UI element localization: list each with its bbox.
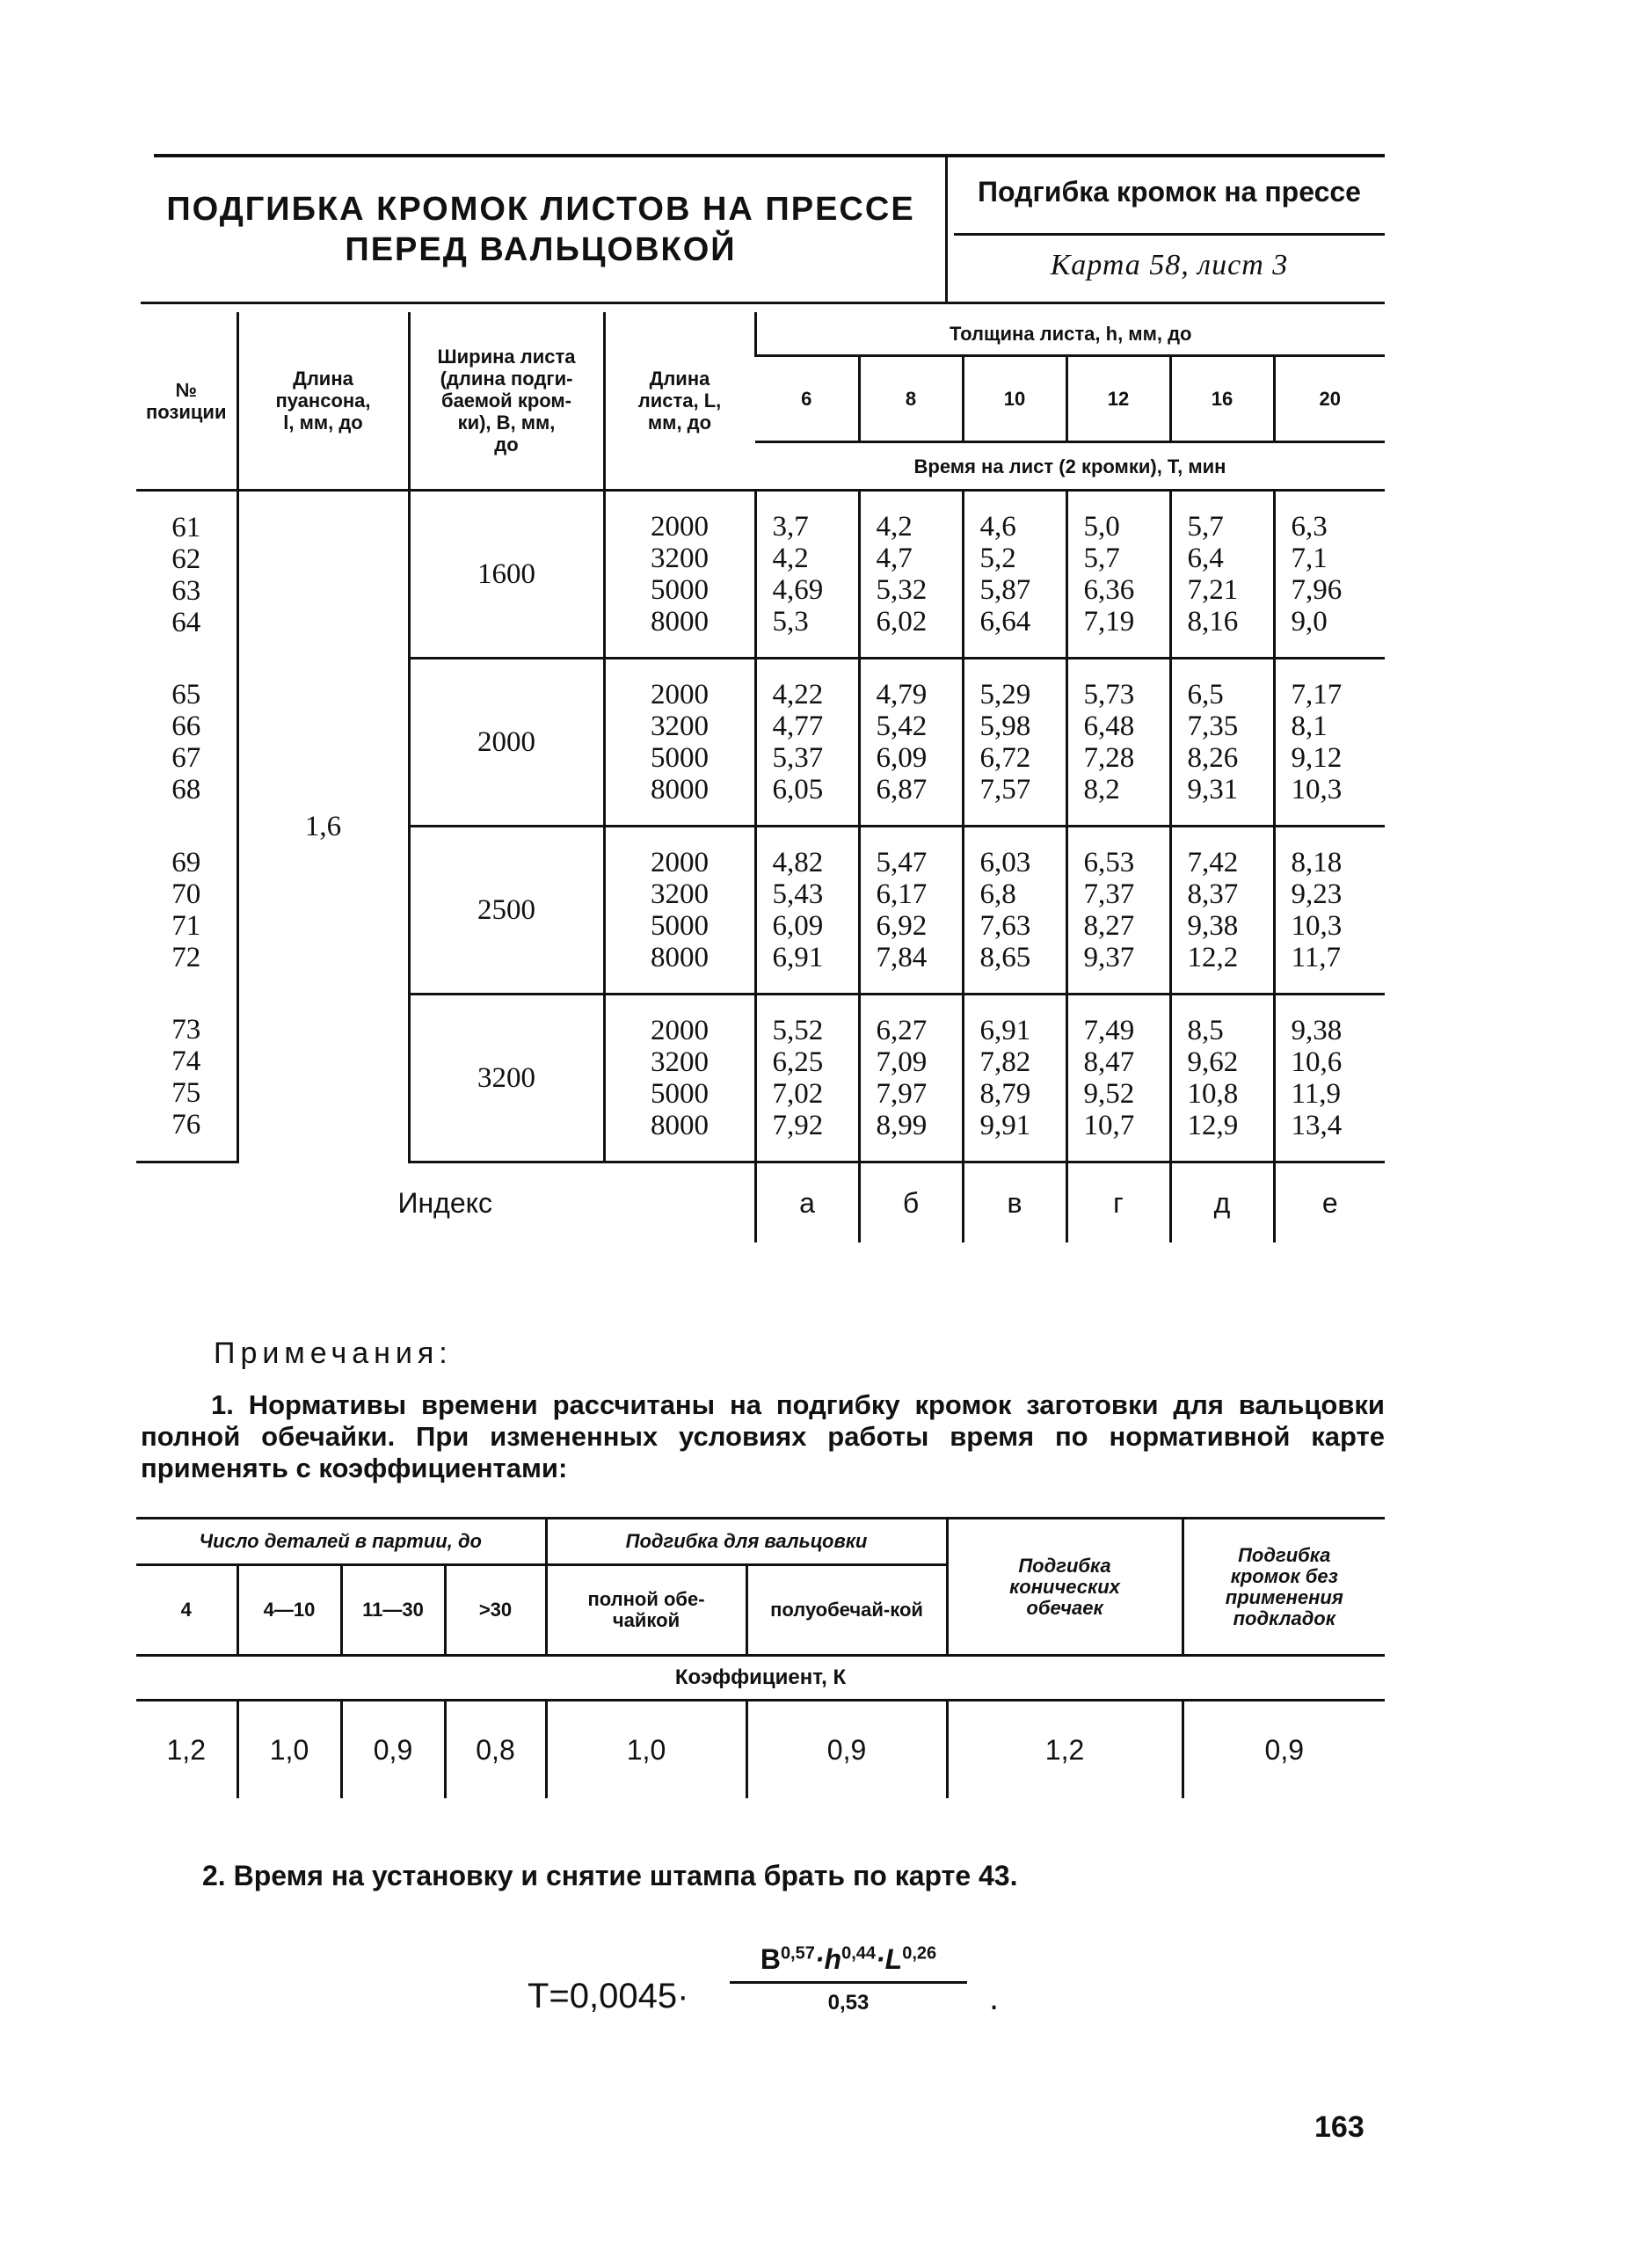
formula-lhs: T=0,0045· [528, 1977, 689, 2015]
index-e: е [1274, 1162, 1385, 1243]
time-cell: 4,2 4,7 5,32 6,02 [859, 491, 963, 659]
time-cell: 9,38 10,6 11,9 13,4 [1274, 995, 1385, 1162]
time-cell: 6,5 7,35 8,26 9,31 [1170, 659, 1274, 827]
index-d: д [1170, 1162, 1274, 1243]
lengths-cell: 2000 3200 5000 8000 [604, 995, 755, 1162]
batch-col-1: 4 [136, 1565, 237, 1656]
time-cell: 8,18 9,23 10,3 11,7 [1274, 827, 1385, 995]
time-cell: 5,73 6,48 7,28 8,2 [1066, 659, 1170, 827]
formula [528, 1943, 1055, 2049]
time-cell: 6,91 7,82 8,79 9,91 [963, 995, 1066, 1162]
time-cell: 7,17 8,1 9,12 10,3 [1274, 659, 1385, 827]
header-divider [945, 157, 948, 302]
card-label: Карта 58, лист 3 [1050, 249, 1289, 281]
thickness-8: 8 [859, 356, 963, 442]
coef-label: Коэффициент, К [136, 1656, 1385, 1701]
width-cell: 3200 [409, 995, 604, 1162]
coef-value: 1,0 [546, 1701, 746, 1799]
time-cell: 3,7 4,2 4,69 5,3 [755, 491, 859, 659]
index-v: в [963, 1162, 1066, 1243]
time-cell: 5,29 5,98 6,72 7,57 [963, 659, 1066, 827]
batch-col-3: 11—30 [341, 1565, 445, 1656]
rolling-title: Подгибка для вальцовки [546, 1519, 947, 1565]
time-cell: 6,03 6,8 7,63 8,65 [963, 827, 1066, 995]
time-cell: 4,6 5,2 5,87 6,64 [963, 491, 1066, 659]
batch-col-4: >30 [445, 1565, 546, 1656]
table-row-group [136, 491, 1385, 659]
coef-value: 1,0 [237, 1701, 341, 1799]
header-sheet-length: Длина листа, L, мм, до [604, 312, 755, 491]
thickness-20: 20 [1274, 356, 1385, 442]
width-cell: 1600 [409, 491, 604, 659]
time-cell: 4,22 4,77 5,37 6,05 [755, 659, 859, 827]
norms-table [136, 312, 1385, 1242]
thickness-10: 10 [963, 356, 1066, 442]
thickness-12: 12 [1066, 356, 1170, 442]
positions-cell: 65 66 67 68 [171, 679, 201, 805]
index-g: г [1066, 1162, 1170, 1243]
rolling-half: полуобечай-кой [746, 1565, 947, 1656]
header-thickness: Толщина листа, h, мм, до [755, 312, 1385, 356]
time-cell: 8,5 9,62 10,8 12,9 [1170, 995, 1274, 1162]
time-cell: 6,53 7,37 8,27 9,37 [1066, 827, 1170, 995]
coef-value: 1,2 [166, 1733, 206, 1766]
title-line-1: ПОДГИБКА КРОМОК ЛИСТОВ НА ПРЕССЕ [166, 191, 915, 228]
time-cell: 5,52 6,25 7,02 7,92 [755, 995, 859, 1162]
time-cell: 4,82 5,43 6,09 6,91 [755, 827, 859, 995]
lengths-cell: 2000 3200 5000 8000 [604, 491, 755, 659]
thickness-16: 16 [1170, 356, 1274, 442]
thickness-6: 6 [755, 356, 859, 442]
notes-title: Примечания: [214, 1337, 453, 1370]
coef-value: 0,9 [746, 1701, 947, 1799]
page-title [154, 189, 928, 270]
time-cell: 7,49 8,47 9,52 10,7 [1066, 995, 1170, 1162]
note-1: 1. Нормативы времени рассчитаны на подгибку кромок заготовки для вальцовки полной обечайки. При измененных условиях работы время по нормативной карте применять с коэффициентами: [141, 1389, 1385, 1483]
batch-col-2: 4—10 [237, 1565, 341, 1656]
conical-header: Подгибка конических обечаек [947, 1519, 1183, 1656]
time-cell: 4,79 5,42 6,09 6,87 [859, 659, 963, 827]
header-sheet-width: Ширина листа (длина подги- баемой кром- ки), В, мм, до [409, 312, 604, 491]
header-punch-length: Длина пуансона, l, мм, до [237, 312, 409, 491]
formula-fraction [730, 1943, 967, 2015]
coef-value: 0,8 [445, 1701, 546, 1799]
page-number: 163 [1314, 2110, 1365, 2144]
time-cell: 5,0 5,7 6,36 7,19 [1066, 491, 1170, 659]
title-line-2: ПЕРЕД ВАЛЬЦОВКОЙ [345, 231, 737, 268]
positions-cell: 69 70 71 72 [171, 847, 201, 973]
batch-title: Число деталей в партии, до [199, 1530, 482, 1552]
coefficient-table [136, 1517, 1385, 1798]
index-b: б [859, 1162, 963, 1243]
positions-cell: 61 62 63 64 [171, 511, 201, 638]
coef-value: 0,9 [1183, 1701, 1385, 1799]
lengths-cell: 2000 3200 5000 8000 [604, 659, 755, 827]
width-cell: 2500 [409, 827, 604, 995]
index-label: Индекс [397, 1187, 492, 1219]
no-pad-header: Подгибка кромок без применения подкладок [1183, 1519, 1385, 1656]
header-bottom-rule [141, 302, 1385, 304]
punch-length-cell: 1,6 [237, 491, 409, 1162]
coef-value: 1,2 [947, 1701, 1183, 1799]
positions-cell: 73 74 75 76 [136, 995, 237, 1162]
index-row [136, 1162, 1385, 1243]
header-position: № позиции [136, 312, 237, 491]
formula-end: . [989, 1978, 1000, 2017]
width-cell: 2000 [409, 659, 604, 827]
formula-numerator: $B^{0,57}\cdot h^{0,44}\cdot L^{0,26}$ [730, 1943, 967, 1984]
rolling-full: полной обе-чайкой [546, 1565, 746, 1656]
header-time: Время на лист (2 кромки), Т, мин [755, 442, 1385, 491]
time-cell: 5,47 6,17 6,92 7,84 [859, 827, 963, 995]
time-cell: 7,42 8,37 9,38 12,2 [1170, 827, 1274, 995]
coef-value: 0,9 [341, 1701, 445, 1799]
lengths-cell: 2000 3200 5000 8000 [604, 827, 755, 995]
formula-denominator: 0,53 [827, 1991, 870, 2015]
header-top-rule [154, 154, 1385, 157]
index-a: а [755, 1162, 859, 1243]
note-2: 2. Время на установку и снятие штампа брать по карте 43. [202, 1860, 1018, 1891]
time-cell: 5,7 6,4 7,21 8,16 [1170, 491, 1274, 659]
time-cell: 6,3 7,1 7,96 9,0 [1274, 491, 1385, 659]
short-title: Подгибка кромок на прессе [978, 176, 1361, 208]
time-cell: 6,27 7,09 7,97 8,99 [859, 995, 963, 1162]
header-mid-rule [954, 233, 1385, 236]
